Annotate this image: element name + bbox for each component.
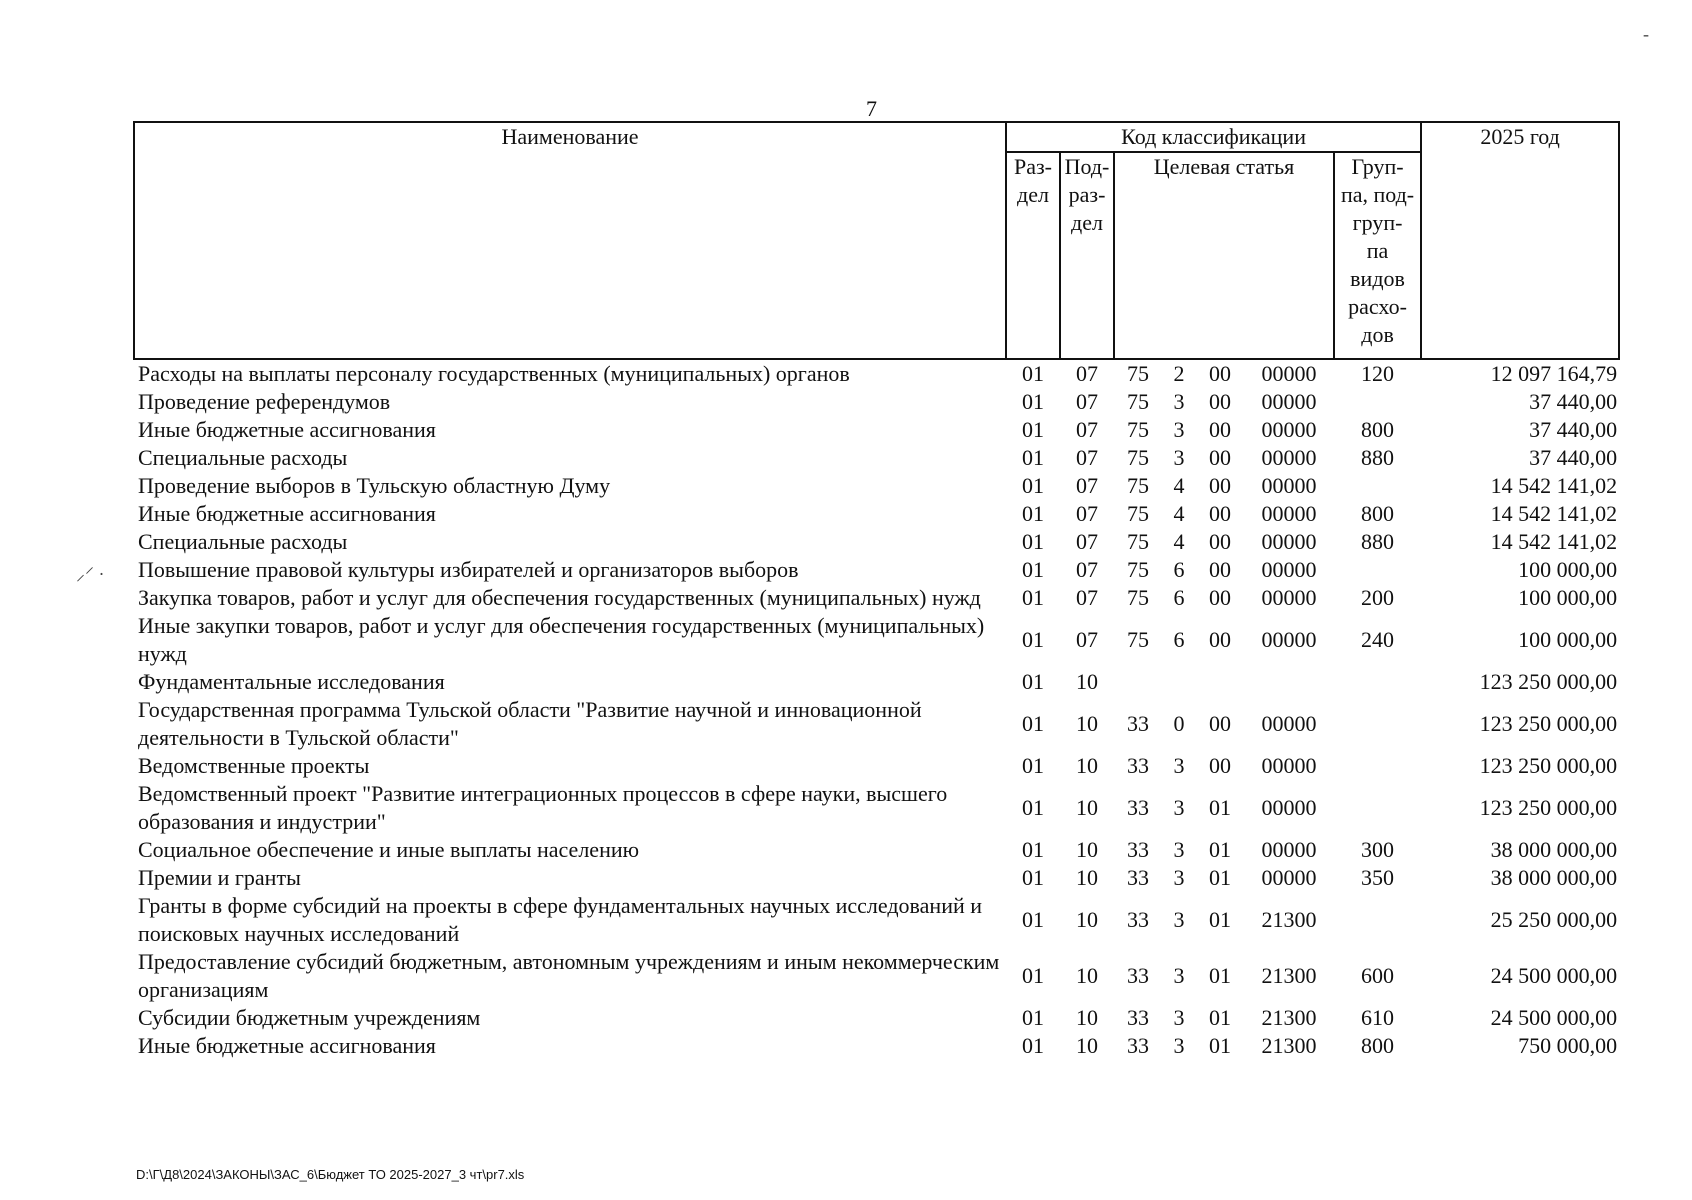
row-target-subprogram: 3 (1173, 389, 1185, 414)
row-target-code: 00000 (1261, 389, 1317, 414)
header-code-group: Код классификации (1006, 122, 1421, 152)
row-podrazdel: 10 (1076, 963, 1098, 988)
row-target-direction: 00 (1209, 473, 1231, 498)
row-name: Проведение выборов в Тульскую областную Думу (138, 473, 611, 498)
row-name: Расходы на выплаты персоналу государственных (муниципальных) органов (138, 361, 850, 386)
table-row (134, 836, 1619, 864)
row-target-code: 00000 (1261, 557, 1317, 582)
row-expense-group (1334, 892, 1421, 948)
row-name: Повышение правовой культуры избирателей и организаторов выборов (138, 557, 799, 582)
row-target-subprogram: 6 (1173, 627, 1185, 652)
row-target-code: 21300 (1261, 1033, 1317, 1058)
row-name: Иные бюджетные ассигнования (138, 501, 436, 526)
table-row (134, 696, 1619, 752)
row-podrazdel: 10 (1076, 1033, 1098, 1058)
row-expense-group (1334, 472, 1421, 500)
row-razdel: 01 (1022, 473, 1044, 498)
row-target-code: 00000 (1261, 361, 1317, 386)
row-expense-group: 200 (1361, 585, 1395, 610)
row-podrazdel: 07 (1076, 501, 1098, 526)
row-expense-group: 120 (1361, 361, 1395, 386)
corner-mark: - (1643, 24, 1649, 44)
row-target-program: 75 (1127, 473, 1149, 498)
table-row (134, 388, 1619, 416)
row-name: Проведение референдумов (138, 389, 391, 414)
file-path-footer: D:\Г\Д8\2024\ЗАКОНЫ\ЗАС_6\Бюджет ТО 2025-2027_3 чт\pr7.xls (136, 1167, 525, 1182)
row-amount: 750 000,00 (1518, 1033, 1618, 1058)
row-target-direction (1196, 668, 1244, 696)
row-expense-group (1334, 556, 1421, 584)
row-amount: 24 500 000,00 (1490, 963, 1618, 988)
row-amount: 25 250 000,00 (1490, 907, 1618, 932)
row-target-direction: 00 (1209, 557, 1231, 582)
row-target-direction: 00 (1209, 585, 1231, 610)
row-target-direction: 00 (1209, 417, 1231, 442)
row-name: Гранты в форме субсидий на проекты в сфере фундаментальных научных исследований и поисковых научных исследований (138, 893, 983, 946)
row-name: Государственная программа Тульской области "Развитие научной и инновационной деятельности в Тульской области" (138, 697, 922, 750)
row-target-direction: 01 (1209, 907, 1231, 932)
row-target-program: 33 (1127, 963, 1149, 988)
row-name: Закупка товаров, работ и услуг для обеспечения государственных (муниципальных) нужд (138, 585, 981, 610)
row-amount: 37 440,00 (1529, 445, 1618, 470)
row-target-code: 00000 (1261, 795, 1317, 820)
row-target-code: 00000 (1261, 529, 1317, 554)
row-target-code: 00000 (1261, 445, 1317, 470)
row-target-code: 00000 (1261, 473, 1317, 498)
row-target-code: 00000 (1261, 865, 1317, 890)
row-razdel: 01 (1022, 907, 1044, 932)
row-target-subprogram: 3 (1173, 445, 1185, 470)
row-amount: 38 000 000,00 (1490, 837, 1618, 862)
row-name: Фундаментальные исследования (138, 669, 445, 694)
row-target-subprogram (1162, 668, 1196, 696)
row-target-subprogram: 4 (1173, 473, 1185, 498)
row-amount: 123 250 000,00 (1479, 711, 1618, 736)
row-podrazdel: 10 (1076, 1005, 1098, 1030)
row-target-direction: 00 (1209, 711, 1231, 736)
row-target-program: 75 (1127, 627, 1149, 652)
row-podrazdel: 07 (1076, 585, 1098, 610)
row-expense-group: 800 (1361, 1033, 1395, 1058)
row-name: Специальные расходы (138, 529, 348, 554)
row-target-direction: 01 (1209, 1033, 1231, 1058)
table-row (134, 444, 1619, 472)
row-expense-group: 880 (1361, 445, 1395, 470)
row-target-code: 00000 (1261, 417, 1317, 442)
row-target-code (1244, 668, 1334, 696)
row-expense-group: 350 (1361, 865, 1395, 890)
row-target-subprogram: 3 (1173, 907, 1185, 932)
row-target-direction: 00 (1209, 389, 1231, 414)
row-expense-group: 600 (1361, 963, 1395, 988)
row-expense-group (1334, 752, 1421, 780)
row-target-subprogram: 3 (1173, 837, 1185, 862)
row-target-subprogram: 3 (1173, 753, 1185, 778)
row-target-code: 21300 (1261, 1005, 1317, 1030)
margin-mark: ⸝⸍ · (76, 564, 105, 584)
row-razdel: 01 (1022, 389, 1044, 414)
table-row (134, 1032, 1619, 1060)
table-row (134, 472, 1619, 500)
budget-table (133, 121, 1620, 1060)
row-name: Специальные расходы (138, 445, 348, 470)
row-podrazdel: 10 (1076, 837, 1098, 862)
row-podrazdel: 10 (1076, 711, 1098, 736)
row-razdel: 01 (1022, 795, 1044, 820)
row-podrazdel: 10 (1076, 795, 1098, 820)
row-podrazdel: 10 (1076, 865, 1098, 890)
row-target-code: 00000 (1261, 501, 1317, 526)
row-razdel: 01 (1022, 501, 1044, 526)
row-expense-group: 300 (1361, 837, 1395, 862)
row-target-program: 33 (1127, 1033, 1149, 1058)
row-target-code: 00000 (1261, 837, 1317, 862)
row-razdel: 01 (1022, 963, 1044, 988)
row-target-subprogram: 6 (1173, 557, 1185, 582)
row-expense-group: 240 (1361, 627, 1395, 652)
row-target-program: 75 (1127, 417, 1149, 442)
row-podrazdel: 07 (1076, 389, 1098, 414)
table-row (134, 752, 1619, 780)
row-target-code: 21300 (1261, 907, 1317, 932)
row-target-program: 75 (1127, 389, 1149, 414)
row-target-program (1114, 668, 1162, 696)
row-expense-group: 610 (1361, 1005, 1395, 1030)
row-expense-group: 880 (1361, 529, 1395, 554)
table-row (134, 892, 1619, 948)
row-name: Ведомственный проект "Развитие интеграционных процессов в сфере науки, высшего образования и индустрии" (138, 781, 948, 834)
row-target-subprogram: 3 (1173, 963, 1185, 988)
row-name: Иные бюджетные ассигнования (138, 417, 436, 442)
table-row (134, 1004, 1619, 1032)
row-target-direction: 01 (1209, 865, 1231, 890)
row-target-direction: 00 (1209, 753, 1231, 778)
row-amount: 100 000,00 (1518, 585, 1618, 610)
row-razdel: 01 (1022, 865, 1044, 890)
table-row (134, 528, 1619, 556)
row-target-code: 00000 (1261, 753, 1317, 778)
row-expense-group (1334, 668, 1421, 696)
row-target-subprogram: 4 (1173, 529, 1185, 554)
row-amount: 38 000 000,00 (1490, 865, 1618, 890)
table-row (134, 416, 1619, 444)
row-name: Субсидии бюджетным учреждениям (138, 1005, 481, 1030)
row-name: Иные бюджетные ассигнования (138, 1033, 436, 1058)
row-razdel: 01 (1022, 585, 1044, 610)
row-target-direction: 01 (1209, 795, 1231, 820)
row-target-direction: 00 (1209, 627, 1231, 652)
row-target-subprogram: 0 (1173, 711, 1185, 736)
header-year: 2025 год (1421, 122, 1619, 359)
row-razdel: 01 (1022, 753, 1044, 778)
row-target-program: 75 (1127, 529, 1149, 554)
row-expense-group: 800 (1361, 501, 1395, 526)
row-target-direction: 00 (1209, 529, 1231, 554)
table-row (134, 668, 1619, 696)
table-row (134, 500, 1619, 528)
row-expense-group (1334, 696, 1421, 752)
table-row (134, 948, 1619, 1004)
row-target-direction: 00 (1209, 361, 1231, 386)
row-razdel: 01 (1022, 1005, 1044, 1030)
table-row (134, 556, 1619, 584)
row-target-program: 75 (1127, 585, 1149, 610)
row-target-subprogram: 2 (1173, 361, 1185, 386)
table-row (134, 612, 1619, 668)
row-target-program: 75 (1127, 361, 1149, 386)
row-podrazdel: 07 (1076, 529, 1098, 554)
page-number: 7 (866, 96, 877, 121)
row-target-program: 33 (1127, 865, 1149, 890)
row-target-program: 75 (1127, 557, 1149, 582)
row-podrazdel: 10 (1076, 907, 1098, 932)
row-name: Предоставление субсидий бюджетным, автономным учреждениям и иным некоммерческим организациям (138, 949, 1000, 1002)
row-target-program: 33 (1127, 907, 1149, 932)
table-row (134, 359, 1619, 388)
row-target-subprogram: 3 (1173, 1005, 1185, 1030)
row-podrazdel: 07 (1076, 361, 1098, 386)
header-group: Груп- па, под- груп- па видов расхо- дов (1334, 152, 1421, 359)
row-razdel: 01 (1022, 711, 1044, 736)
row-amount: 12 097 164,79 (1490, 361, 1618, 386)
table-body (134, 359, 1619, 1060)
row-razdel: 01 (1022, 445, 1044, 470)
header-target: Целевая статья (1114, 152, 1334, 359)
row-target-program: 33 (1127, 1005, 1149, 1030)
header-podrazdel: Под- раз- дел (1060, 152, 1114, 359)
row-expense-group (1334, 780, 1421, 836)
row-target-program: 75 (1127, 501, 1149, 526)
row-razdel: 01 (1022, 529, 1044, 554)
row-target-program: 33 (1127, 795, 1149, 820)
row-target-program: 33 (1127, 753, 1149, 778)
row-razdel: 01 (1022, 361, 1044, 386)
row-name: Премии и гранты (138, 865, 301, 890)
row-podrazdel: 07 (1076, 627, 1098, 652)
row-target-subprogram: 6 (1173, 585, 1185, 610)
row-target-direction: 00 (1209, 501, 1231, 526)
row-target-program: 33 (1127, 837, 1149, 862)
row-razdel: 01 (1022, 417, 1044, 442)
row-amount: 100 000,00 (1518, 557, 1618, 582)
row-amount: 37 440,00 (1529, 417, 1618, 442)
table-row (134, 780, 1619, 836)
row-name: Социальное обеспечение и иные выплаты населению (138, 837, 640, 862)
table-row (134, 864, 1619, 892)
row-target-subprogram: 3 (1173, 795, 1185, 820)
row-razdel: 01 (1022, 669, 1044, 694)
row-podrazdel: 10 (1076, 753, 1098, 778)
row-amount: 14 542 141,02 (1490, 501, 1618, 526)
row-target-program: 33 (1127, 711, 1149, 736)
row-amount: 14 542 141,02 (1490, 529, 1618, 554)
header-razdel: Раз- дел (1006, 152, 1060, 359)
row-amount: 14 542 141,02 (1490, 473, 1618, 498)
row-razdel: 01 (1022, 1033, 1044, 1058)
table-row (134, 584, 1619, 612)
row-name: Иные закупки товаров, работ и услуг для обеспечения государственных (муниципальных) нужд (138, 613, 985, 666)
row-target-subprogram: 3 (1173, 1033, 1185, 1058)
row-target-direction: 00 (1209, 445, 1231, 470)
row-target-subprogram: 3 (1173, 865, 1185, 890)
row-expense-group: 800 (1361, 417, 1395, 442)
row-expense-group (1334, 388, 1421, 416)
row-razdel: 01 (1022, 627, 1044, 652)
row-podrazdel: 10 (1076, 669, 1098, 694)
row-amount: 123 250 000,00 (1479, 669, 1618, 694)
row-target-direction: 01 (1209, 963, 1231, 988)
row-target-code: 00000 (1261, 627, 1317, 652)
row-amount: 37 440,00 (1529, 389, 1618, 414)
row-target-direction: 01 (1209, 1005, 1231, 1030)
row-target-code: 00000 (1261, 711, 1317, 736)
row-target-subprogram: 4 (1173, 501, 1185, 526)
row-target-code: 00000 (1261, 585, 1317, 610)
row-name: Ведомственные проекты (138, 753, 370, 778)
header-name: Наименование (134, 122, 1006, 359)
row-target-direction: 01 (1209, 837, 1231, 862)
row-podrazdel: 07 (1076, 417, 1098, 442)
row-podrazdel: 07 (1076, 473, 1098, 498)
row-target-code: 21300 (1261, 963, 1317, 988)
row-amount: 123 250 000,00 (1479, 753, 1618, 778)
row-podrazdel: 07 (1076, 445, 1098, 470)
row-razdel: 01 (1022, 557, 1044, 582)
row-razdel: 01 (1022, 837, 1044, 862)
row-amount: 123 250 000,00 (1479, 795, 1618, 820)
row-target-program: 75 (1127, 445, 1149, 470)
row-amount: 100 000,00 (1518, 627, 1618, 652)
row-amount: 24 500 000,00 (1490, 1005, 1618, 1030)
row-target-subprogram: 3 (1173, 417, 1185, 442)
row-podrazdel: 07 (1076, 557, 1098, 582)
